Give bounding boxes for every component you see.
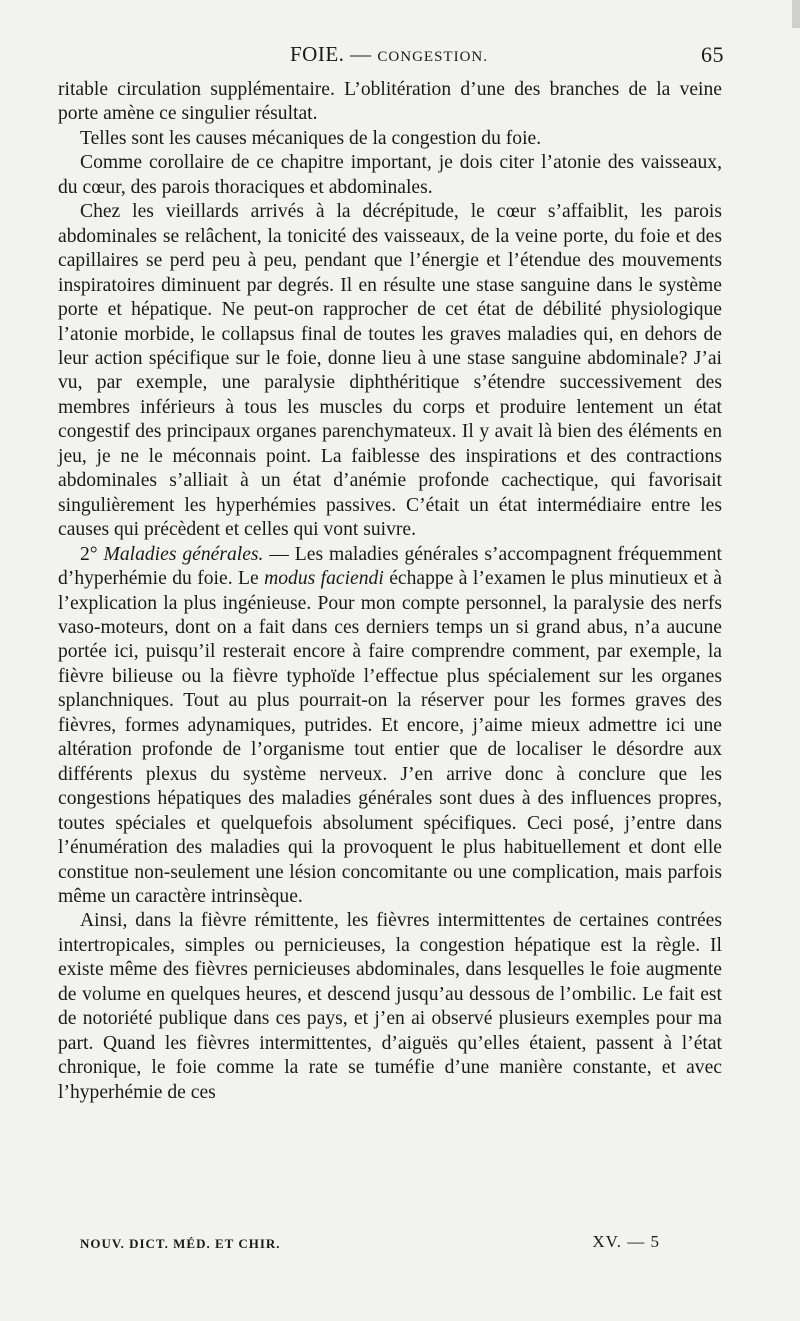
- header-title: FOIE.: [289, 42, 345, 66]
- header-section: CONGESTION.: [377, 49, 488, 65]
- section-intro: — Les maladies générales s’accompagnent fréquemment d’hyperhémie du foie. Le: [58, 543, 722, 590]
- paragraph-1: ritable circulation supplémentaire. L’oblitération d’une des branches de la veine porte amène ce singulier résultat.: [58, 79, 722, 125]
- footer-left: NOUV. DICT. MÉD. ET CHIR.: [80, 1236, 281, 1251]
- signature-footer: [80, 1228, 660, 1256]
- header-separator: —: [344, 42, 378, 66]
- paragraph-last: Ainsi, dans la fièvre rémittente, les fièvres intermittentes de certaines contrées intertropicales, simples ou pernicieuses, la congestion hépatique est la règle. Il existe même des fièvres pernicieuses abdominales, dans lesquelles le foie augmente de volume en quelques heures, et descend jusqu’au dessous de l’ombilic. Le fait est de notoriété publique dans ces pays, et j’en ai observé plusieurs exemples pour ma part. Quand les fièvres intermittentes, d’aiguës qu’elles étaient, passent à l’état chronique, le foie comme la rate se tuméfie d’une manière constante, et avec l’hyperhémie de ces: [58, 910, 722, 1103]
- body-text: [58, 78, 722, 1105]
- footer-right: XV. — 5: [592, 1232, 660, 1251]
- paragraph-4: Chez les vieillards arrivés à la décrépitude, le cœur s’affaiblit, les parois abdominales se relâchent, la tonicité des vaisseaux, de la veine porte, du foie et des capillaires se perd peu à peu, pendant que l’énergie et l’étendue des mouvements inspiratoires diminuent par degrés. Il en résulte une stase sanguine dans le système porte et hépatique. Ne peut-on rapprocher de cet état de débilité physiologique l’atonie morbide, le collapsus final de toutes les graves maladies qui, en dehors de leur action spécifique sur le foie, donne lieu à une stase sanguine abdominale? J’ai vu, par exemple, une paralysie diphthéritique s’étendre successivement des membres inférieurs à tous les muscles du corps et produire lentement un état congestif des principaux organes parenchymateux. Il y avait là bien des éléments en jeu, je ne le méconnais point. La faiblesse des inspirations et des contractions abdominales s’alliait à un état d’anémie profonde cachectique, qui favorisait singulièrement les hyperhémies passives. C’était un état intermédiaire entre les causes qui précèdent et celles qui vont suivre.: [58, 201, 722, 541]
- paragraph-2: Telles sont les causes mécaniques de la congestion du foie.: [80, 127, 542, 149]
- page-number: 65: [701, 42, 724, 67]
- paragraph-3: Comme corollaire de ce chapitre important, je dois citer l’atonie des vaisseaux, du cœur, des parois thoraciques et abdominales.: [58, 152, 722, 198]
- running-head: [58, 38, 724, 72]
- page-edge-mark: [792, 0, 800, 28]
- modus-faciendi: modus faciendi: [264, 568, 384, 590]
- section-rest: échappe à l’examen le plus minutieux et à l’explication la plus ingénieuse. Pour mon compte personnel, la paralysie des nerfs vaso-moteurs, dont on a fait dans ces derniers temps un si grand abus, n’a aucune portée ici, puisqu’il resterait encore à faire comprendre comment, par exemple, la fièvre bilieuse ou la fièvre typhoïde l’effectue plus spécialement sur les organes splanchniques. Tout au plus pourrait-on la réserver pour les formes graves des fièvres, formes adynamiques, putrides. Et encore, j’aime mieux admettre ici une altération profonde de l’organisme tout entier que de localiser le désordre aux différents plexus du système nerveux. J’en arrive donc à conclure que les congestions hépatiques des maladies générales sont dues à des influences propres, toutes spéciales et quelquefois absolument spécifiques. Ceci posé, j’entre dans l’énumération des maladies qui la provoquent le plus habituellement et dont elle constitue non-seulement une lésion concomitante ou une complication, mais parfois même un caractère intrinsèque.: [58, 568, 722, 907]
- running-head-title: [58, 42, 720, 67]
- section-heading: Maladies générales.: [103, 543, 264, 565]
- section-2-paragraph: [58, 543, 722, 910]
- section-number: 2°: [80, 543, 98, 565]
